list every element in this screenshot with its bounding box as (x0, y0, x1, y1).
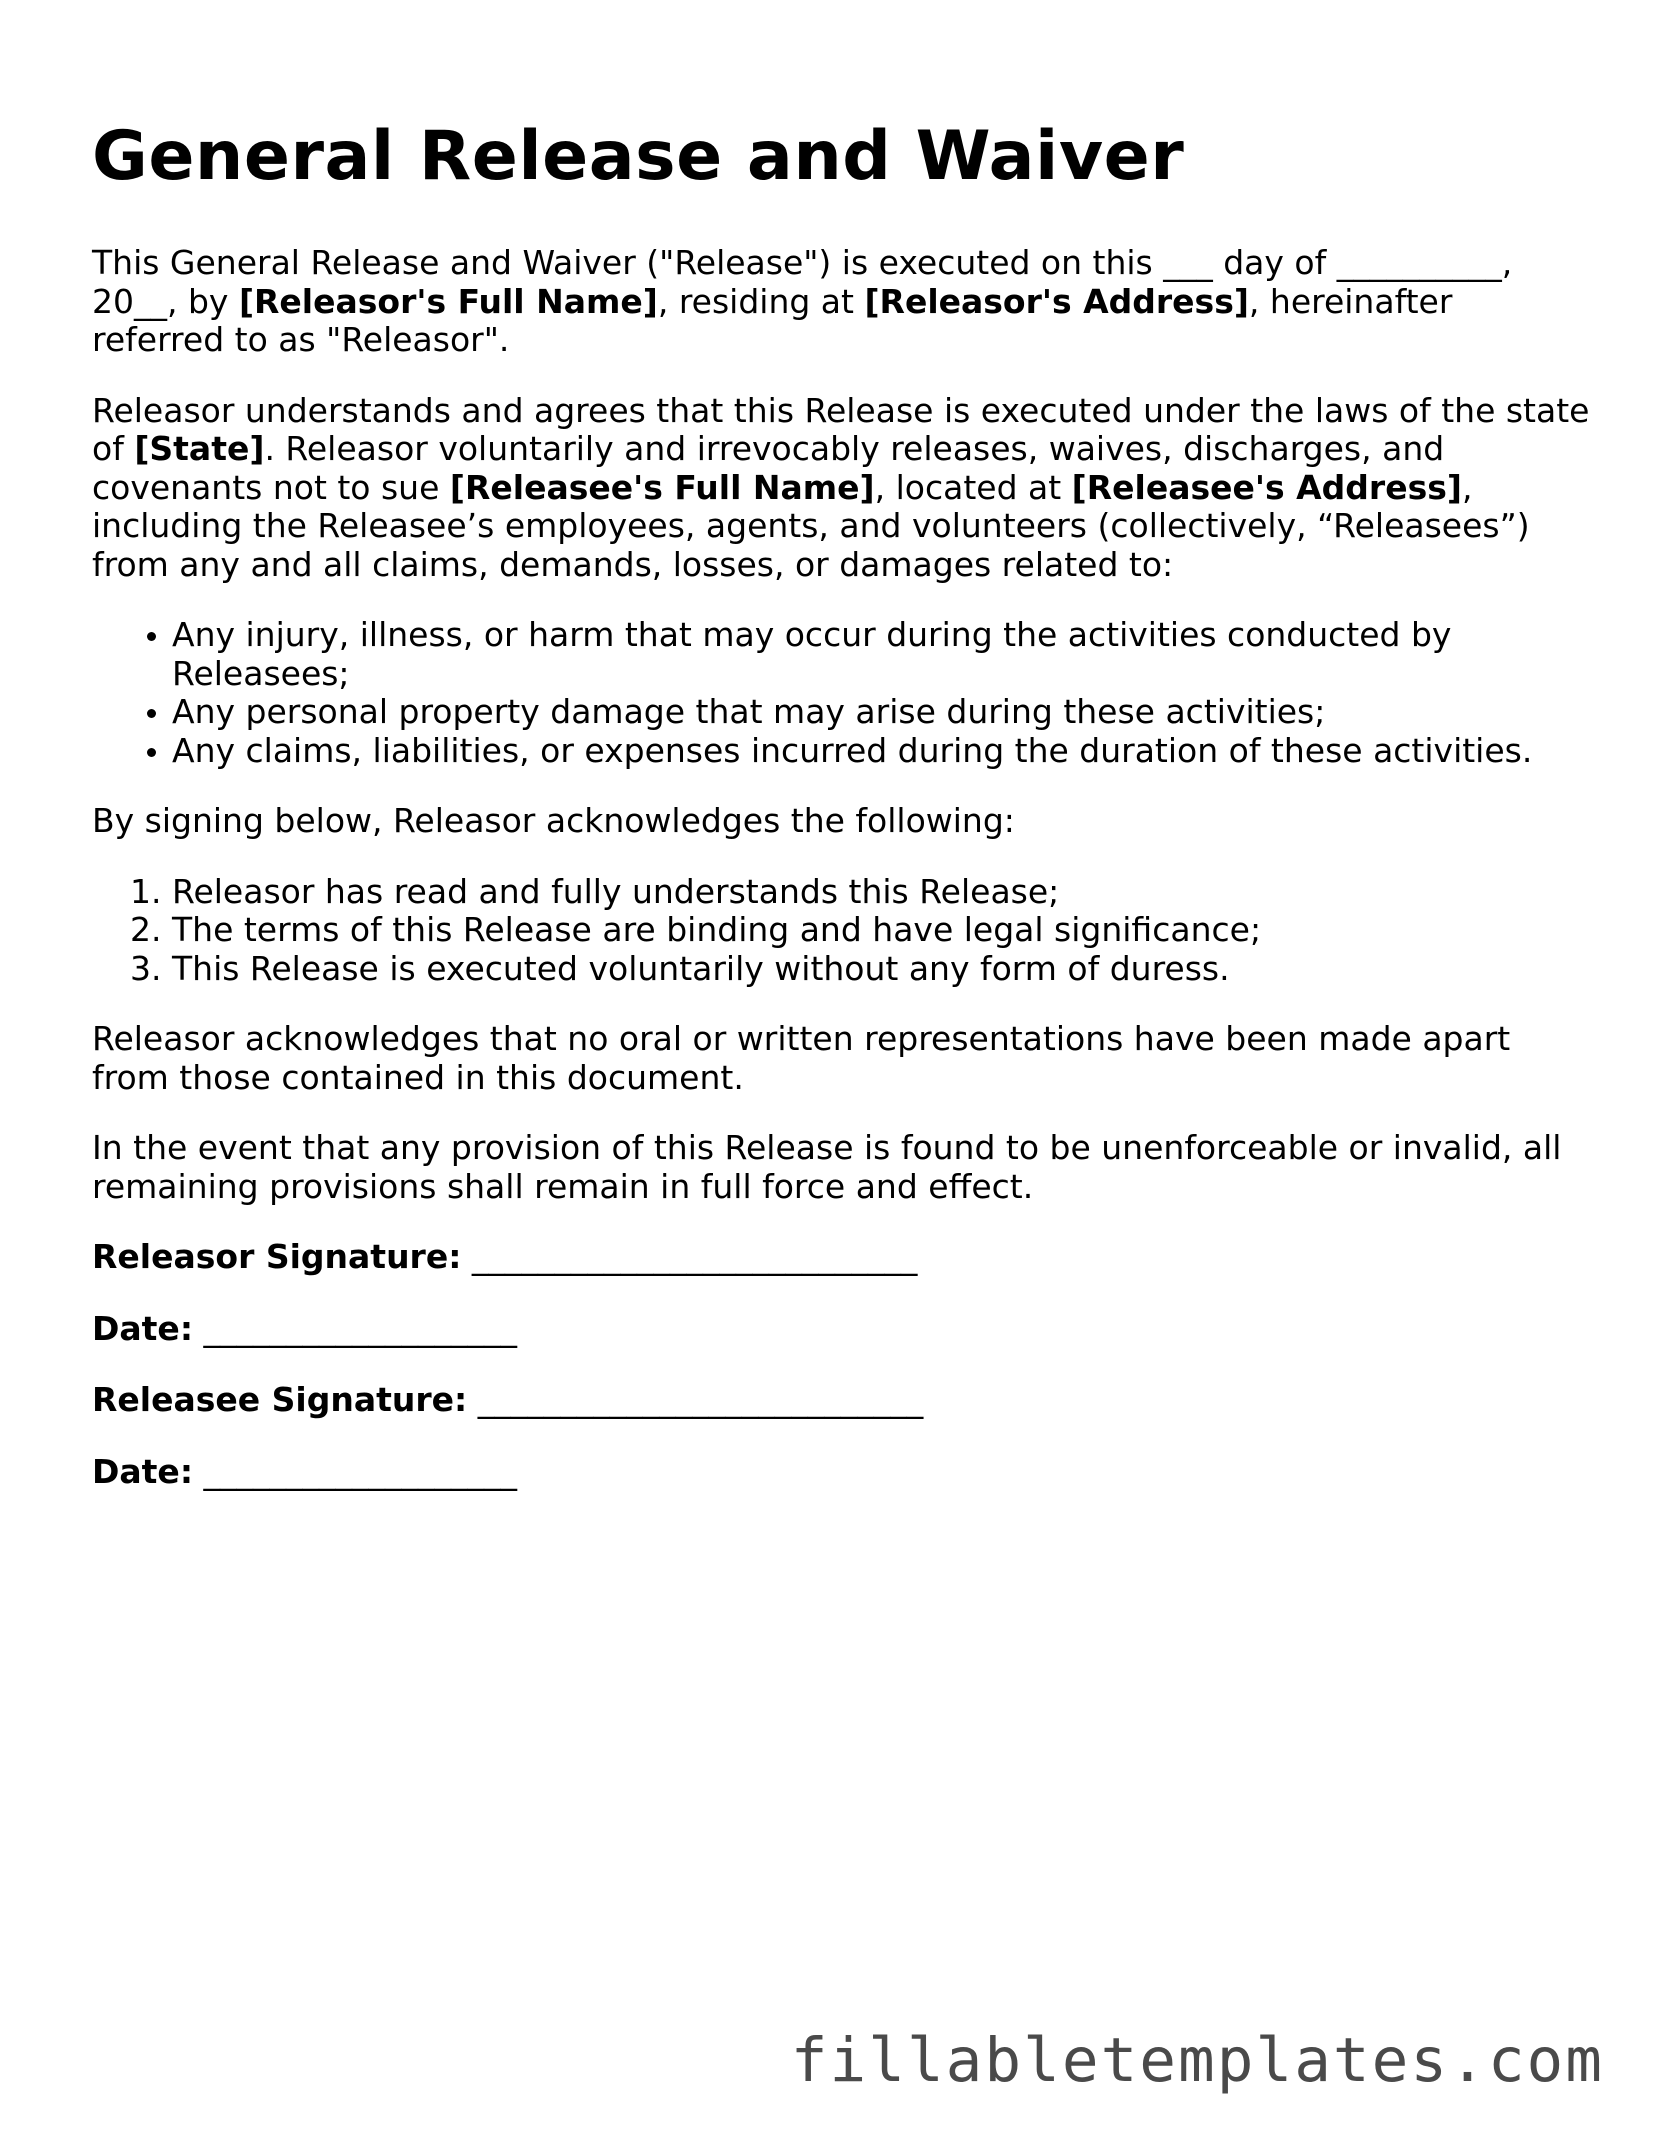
list-item: 1. Releasor has read and fully understands this Release; (172, 873, 1592, 912)
list-item: 2. The terms of this Release are binding and have legal significance; (172, 911, 1592, 950)
releasor-signature-field[interactable]: ___________________________ (471, 1237, 918, 1277)
severability-paragraph: In the event that any provision of this Release is found to be unenforceable or invalid, all remaining provisions shall remain in full force and effect. (92, 1128, 1562, 1206)
release-paragraph (92, 392, 1592, 585)
acknowledgement-intro: By signing below, Releasor acknowledges the following: (92, 801, 1015, 841)
releasee-date-line (92, 1453, 1592, 1492)
releasor-address-placeholder: [Releasor's Address] (864, 281, 1249, 321)
releasee-address-placeholder: [Releasee's Address] (1071, 467, 1462, 507)
releasor-name-placeholder: [Releasor's Full Name] (238, 281, 658, 321)
releasor-date-field[interactable]: ___________________ (203, 1308, 518, 1348)
document-title: General Release and Waiver (92, 117, 1185, 196)
document-page (92, 118, 1592, 1524)
releasee-signature-line (92, 1381, 1592, 1420)
watermark-text: fillabletemplates.com (790, 2025, 1604, 2096)
releasor-date-line (92, 1310, 1592, 1349)
intro-text-2: , residing at (657, 281, 865, 321)
list-item: 3. This Release is executed voluntarily without any form of duress. (172, 950, 1592, 989)
releasee-name-placeholder: [Releasee's Full Name] (449, 467, 875, 507)
releasee-date-field[interactable]: ___________________ (203, 1451, 518, 1491)
releasor-signature-line (92, 1238, 1592, 1277)
release-text-1: Releasor understands and agrees that this Release is executed under the laws of the state of (92, 390, 1590, 469)
list-item: • Any injury, illness, or harm that may occur during the activities conducted by Releasees; (172, 616, 1592, 693)
release-text-3: , located at (874, 467, 1072, 507)
intro-text-3: , hereinafter referred to as "Releasor". (92, 281, 1453, 360)
intro-paragraph (92, 244, 1592, 360)
acknowledgement-numbered-list (92, 873, 1592, 989)
date-label: Date: (92, 1451, 194, 1491)
list-item: • Any claims, liabilities, or expenses incurred during the duration of these activities. (172, 732, 1592, 771)
intro-text-1: This General Release and Waiver ("Release") is executed on this ___ day of __________, 20__, by (92, 243, 1513, 321)
date-label: Date: (92, 1308, 194, 1348)
state-placeholder: [State] (134, 429, 265, 469)
release-text-2: . Releasor voluntarily and irrevocably releases, waives, discharges, and covenants not to sue (92, 429, 1445, 507)
release-text-4: , including the Releasee’s employees, agents, and volunteers (collectively, “Releasees”) from any and all claims, demands, losses, or damages related to: (92, 467, 1530, 584)
list-item: • Any personal property damage that may arise during these activities; (172, 693, 1592, 732)
representations-paragraph: Releasor acknowledges that no oral or written representations have been made apart from those contained in this document. (92, 1019, 1511, 1097)
releasee-signature-label: Releasee Signature: (92, 1380, 468, 1420)
releasee-signature-field[interactable]: ___________________________ (477, 1380, 924, 1420)
releasor-signature-label: Releasor Signature: (92, 1237, 462, 1277)
claims-bullet-list (92, 616, 1592, 770)
